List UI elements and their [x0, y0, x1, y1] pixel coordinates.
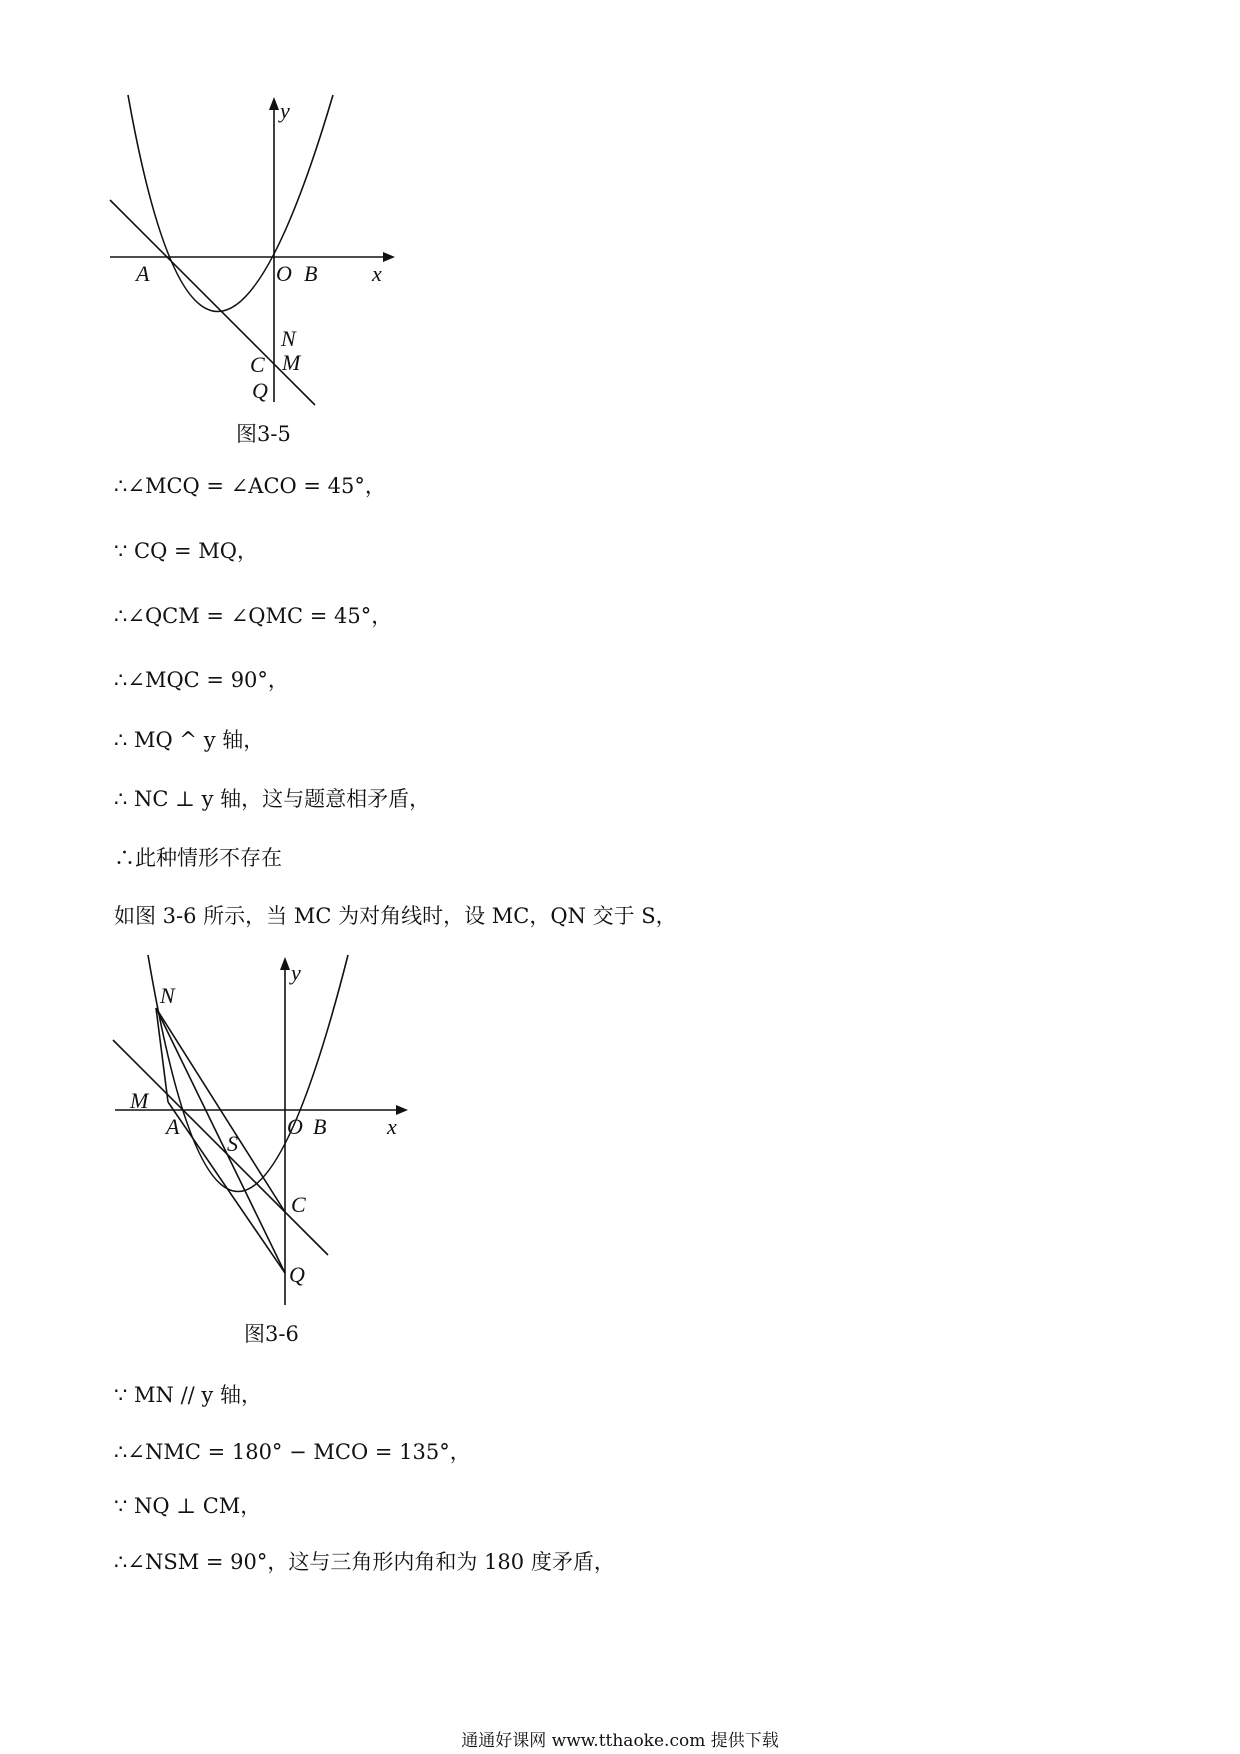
- label-o: O: [276, 261, 292, 286]
- proof-line-10: ∴∠NMC = 180° − MCO = 135°，: [114, 1440, 471, 1464]
- label-s: S: [227, 1131, 238, 1156]
- line-ac: [113, 1040, 328, 1255]
- label-c: C: [291, 1192, 306, 1217]
- proof-line-9: ∵ MN // y 轴，: [114, 1383, 262, 1407]
- label-a: A: [166, 1114, 180, 1139]
- label-q: Q: [252, 378, 268, 403]
- label-a: A: [136, 261, 150, 286]
- proof-line-12: ∴∠NSM = 90°，这与三角形内角和为 180 度矛盾，: [114, 1550, 615, 1574]
- proof-line-11: ∵ NQ ⊥ CM，: [114, 1494, 262, 1518]
- y-axis-arrow: [269, 97, 279, 110]
- label-q: Q: [289, 1262, 305, 1287]
- label-o: O: [287, 1114, 303, 1139]
- label-b: B: [313, 1114, 327, 1139]
- proof-line-8: 如图 3-6 所示，当 MC 为对角线时，设 MC，QN 交于 S，: [114, 904, 677, 928]
- proof-line-6: ∴ NC ⊥ y 轴，这与题意相矛盾，: [114, 787, 431, 811]
- label-n: N: [160, 983, 175, 1008]
- segment-mq: [168, 1102, 285, 1273]
- figure-3-5-graph: [100, 90, 400, 410]
- x-axis-arrow: [396, 1105, 408, 1115]
- proof-line-7: ∴此种情形不存在: [114, 846, 282, 870]
- figure-3-6-caption: 图3-6: [244, 1322, 299, 1346]
- label-x: x: [372, 261, 382, 286]
- label-m: M: [282, 350, 301, 375]
- label-n: N: [281, 326, 296, 351]
- proof-line-2: ∵ CQ = MQ，: [114, 539, 258, 563]
- figure-3-6: [100, 950, 420, 1310]
- page-footer: 通通好课网 www.tthaoke.com 提供下载: [461, 1731, 779, 1751]
- figure-3-5-caption: 图3-5: [236, 422, 291, 446]
- y-axis-arrow: [280, 957, 290, 970]
- parabola: [148, 955, 348, 1192]
- proof-line-4: ∴∠MQC = 90°，: [114, 668, 289, 692]
- x-axis-arrow: [383, 252, 395, 262]
- segment-nq: [156, 1008, 285, 1273]
- label-x: x: [387, 1114, 397, 1139]
- parabola: [128, 95, 333, 312]
- figure-3-5: [100, 90, 400, 410]
- label-b: B: [304, 261, 318, 286]
- label-y: y: [291, 960, 301, 985]
- proof-line-1: ∴∠MCQ = ∠ACO = 45°，: [114, 474, 386, 498]
- label-y: y: [280, 98, 290, 123]
- proof-line-3: ∴∠QCM = ∠QMC = 45°，: [114, 604, 393, 628]
- label-m: M: [130, 1088, 149, 1113]
- proof-line-5: ∴ MQ ^ y 轴，: [114, 728, 265, 752]
- label-c: C: [250, 352, 265, 377]
- figure-3-6-graph: [100, 950, 420, 1310]
